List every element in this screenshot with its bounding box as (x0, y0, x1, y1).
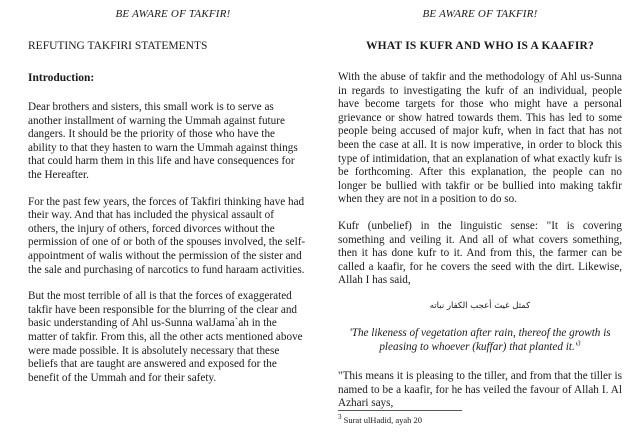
section-title: REFUTING TAKFIRI STATEMENTS (28, 40, 208, 52)
quote-footnote-marker: 3 (577, 338, 581, 347)
introduction-heading: Introduction: (28, 72, 95, 84)
quote-text: 'The likeness of vegetation after rain, thereof the growth is pleasing to whoever (kuffar) that planted it.' (349, 326, 611, 353)
right-paragraph-3: "This means it is pleasing to the tiller, and from that the tiller is named to be a kaafir, for he has veiled the favour of Allah I. Al Azhari says, (338, 370, 622, 410)
right-running-header: BE AWARE OF TAKFIR! (422, 8, 538, 20)
left-paragraph-3: But the most terrible of all is that the forces of exaggerated takfir have been responsible for the blurring of the clear and basic understanding of Ahl us-Sunna walJama`ah in the matter of takfir. From this, all the other acts mentioned above were made possible. It is absolutely necessary that these beliefs that are taught are answered and exposed for the benefit of the Ummah and for their safety. (28, 290, 303, 384)
verse-translation-quote (338, 327, 622, 354)
right-paragraph-2: Kufr (unbelief) in the linguistic sense: "It is covering something and veiling it. And all of what covers something, then it has done kufr to it. And from this, the farmer can be called a kaafir, for he covers the seed with the dirt. Likewise, Allah I has said, (338, 219, 622, 287)
footnote-marker: 3 (338, 413, 342, 422)
right-paragraph-1: With the abuse of takfir and the methodology of Ahl us-Sunna in regards to investigating the kufr of an individual, people have become targets for those who might have a personal grievance or show hatred towards them. This has led to some people being accused of major kufr, when in fact that has not been the case at all. It is now imperative, in order to block this type of intimidation, that an explanation of what exactly kufr is be forthcoming. After this explanation, the people can no longer be bullied with takfir or be bullied into making takfir when they are not in a position to do so. (338, 71, 622, 206)
footnote-text: Surat ulHadid, ayah 20 (343, 415, 422, 425)
footnote-divider (338, 410, 462, 411)
left-paragraph-1: Dear brothers and sisters, this small work is to serve as another installment of warning the Ummah against future dangers. It should be the priority of those who have the ability to that they hasten to warn the Ummah against things that could harm them in this life and have consequences for the Hereafter. (28, 101, 298, 181)
left-running-header: BE AWARE OF TAKFIR! (115, 8, 231, 20)
right-page (320, 0, 640, 446)
chapter-title: WHAT IS KUFR AND WHO IS A KAAFIR? (365, 40, 594, 52)
left-paragraph-2: For the past few years, the forces of Takfiri thinking have had their way. And that has included the physical assault of others, the injury of others, forced divorces without the permission of one of or both of the spouses involved, the self-appointment of walis without the permission of the sister and the sale and purchasing of narcotics to fund haraam activities. (28, 195, 306, 276)
footnote (338, 415, 422, 425)
arabic-verse: كمثل غيث أعجب الكفار نباته (429, 300, 531, 311)
